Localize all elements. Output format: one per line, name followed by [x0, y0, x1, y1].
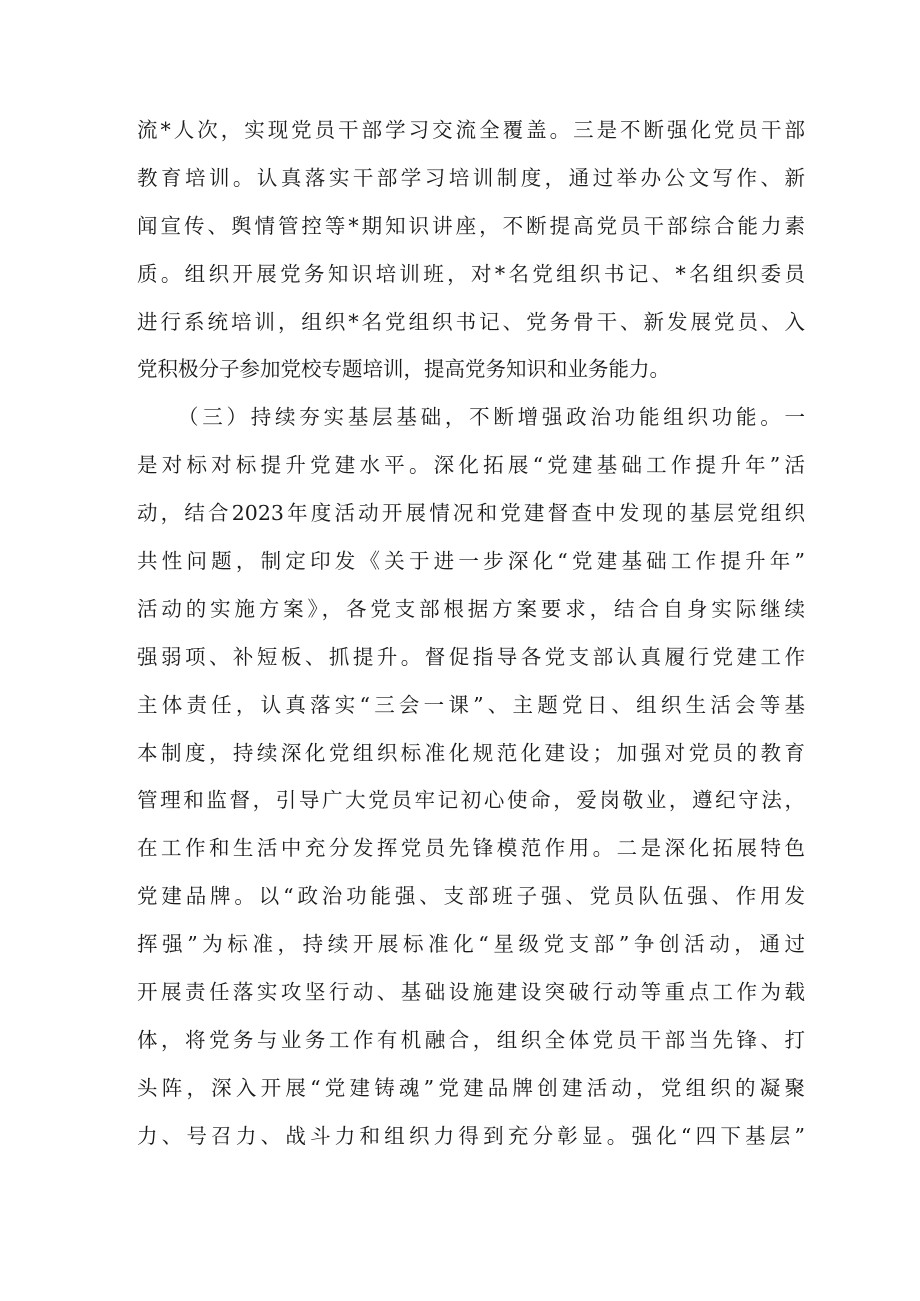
text-line: 头阵，深入开展“党建铸魂”党建品牌创建活动，党组织的凝聚	[137, 1075, 805, 1100]
text-line: 共性问题，制定印发《关于进一步深化“党建基础工作提升年”	[137, 549, 805, 574]
section-heading-line: （三）持续夯实基层基础，不断增强政治功能组织功能。一	[178, 405, 805, 430]
text-line: 是对标对标提升党建水平。深化拓展“党建基础工作提升年”活	[137, 453, 805, 478]
text-line: 挥强”为标准，持续开展标准化“星级党支部”争创活动，通过	[137, 932, 805, 957]
text-line: 闻宣传、舆情管控等*期知识讲座，不断提高党员干部综合能力素	[137, 213, 805, 238]
text-line: 质。组织开展党务知识培训班，对*名党组织书记、*名组织委员	[137, 261, 805, 286]
text-line: 动，结合2023年度活动开展情况和党建督查中发现的基层党组织	[137, 501, 805, 526]
text-line: 体，将党务与业务工作有机融合，组织全体党员干部当先锋、打	[137, 1027, 805, 1052]
text-line: 管理和监督，引导广大党员牢记初心使命，爱岗敬业，遵纪守法，	[137, 788, 805, 813]
text-line: 教育培训。认真落实干部学习培训制度，通过举办公文写作、新	[137, 165, 805, 190]
text-line: 本制度，持续深化党组织标准化规范化建设；加强对党员的教育	[137, 740, 805, 765]
text-line: 强弱项、补短板、抓提升。督促指导各党支部认真履行党建工作	[137, 644, 805, 669]
text-line: 开展责任落实攻坚行动、基础设施建设突破行动等重点工作为载	[137, 980, 805, 1005]
paragraph-2	[137, 394, 805, 1160]
text-line: 力、号召力、战斗力和组织力得到充分彰显。强化“四下基层”	[137, 1123, 805, 1148]
text-line: 进行系统培训，组织*名党组织书记、党务骨干、新发展党员、入	[137, 309, 805, 334]
text-line: 主体责任，认真落实“三会一课”、主题党日、组织生活会等基	[137, 692, 805, 717]
text-line: 在工作和生活中充分发挥党员先锋模范作用。二是深化拓展特色	[137, 836, 805, 861]
text-line: 活动的实施方案》，各党支部根据方案要求，结合自身实际继续	[137, 596, 805, 621]
document-body	[137, 107, 805, 1161]
text-line: 党建品牌。以“政治功能强、支部班子强、党员队伍强、作用发	[137, 884, 805, 909]
text-line: 流*人次，实现党员干部学习交流全覆盖。三是不断强化党员干部	[137, 118, 805, 142]
paragraph-1	[137, 107, 805, 394]
text-line: 党积极分子参加党校专题培训，提高党务知识和业务能力。	[137, 357, 670, 382]
